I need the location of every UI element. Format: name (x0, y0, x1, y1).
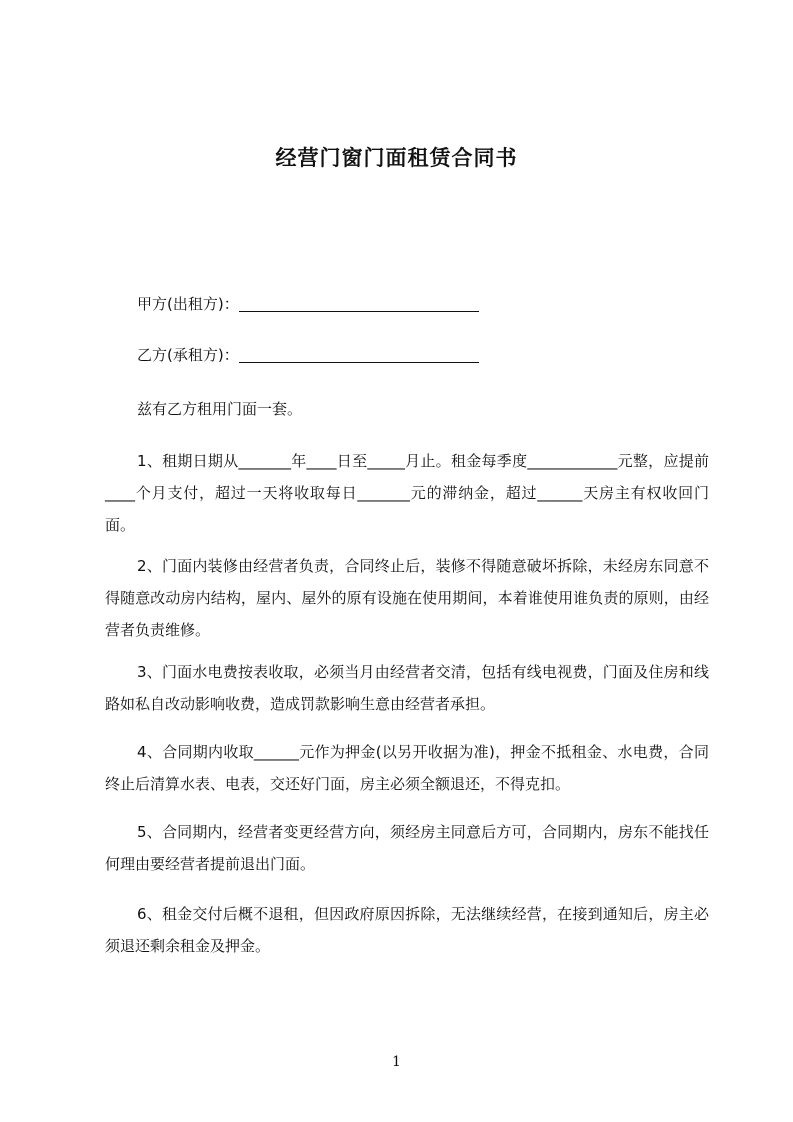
clause-3: 3、门面水电费按表收取，必须当月由经营者交清，包括有线电视费，门面及住房和线路如私自改动影响收费，造成罚款影响生意由经营者承担。 (105, 663, 709, 713)
page-number: 1 (392, 1054, 401, 1070)
clause-2: 2、门面内装修由经营者负责，合同终止后，装修不得随意破坏拆除，未经房东同意不得随意改动房内结构，屋内、屋外的原有设施在使用期间，本着谁使用谁负责的原则，由经营者负责维修。 (105, 557, 709, 639)
clause-1: 1、租期日期从_______年____日至_____月止。租金每季度____________元整，应提前____个月支付，超过一天将收取每日_______元的滞纳金，超过______天房主有权收回门面。 (105, 452, 709, 534)
party-a-blank (239, 293, 479, 312)
clause-5: 5、合同期内，经营者变更经营方向，须经房主同意后方可，合同期内，房东不能找任何理由要经营者提前退出门面。 (105, 823, 709, 873)
intro-paragraph: 兹有乙方租用门面一套。 (137, 400, 303, 418)
party-b-blank (239, 344, 479, 363)
clause-6: 6、租金交付后概不退租，但因政府原因拆除，无法继续经营，在接到通知后，房主必须退还剩余租金及押金。 (105, 905, 709, 955)
party-a-label: 甲方(出租方)： (137, 295, 239, 313)
party-b-line (137, 343, 479, 367)
document-title: 经营门窗门面租赁合同书 (275, 146, 518, 170)
party-a-line (137, 292, 479, 316)
party-b-label: 乙方(承租方)： (137, 346, 239, 364)
clause-4: 4、合同期内收取______元作为押金(以另开收据为准)，押金不抵租金、水电费，合同终止后清算水表、电表，交还好门面，房主必须全额退还，不得克扣。 (105, 743, 709, 793)
